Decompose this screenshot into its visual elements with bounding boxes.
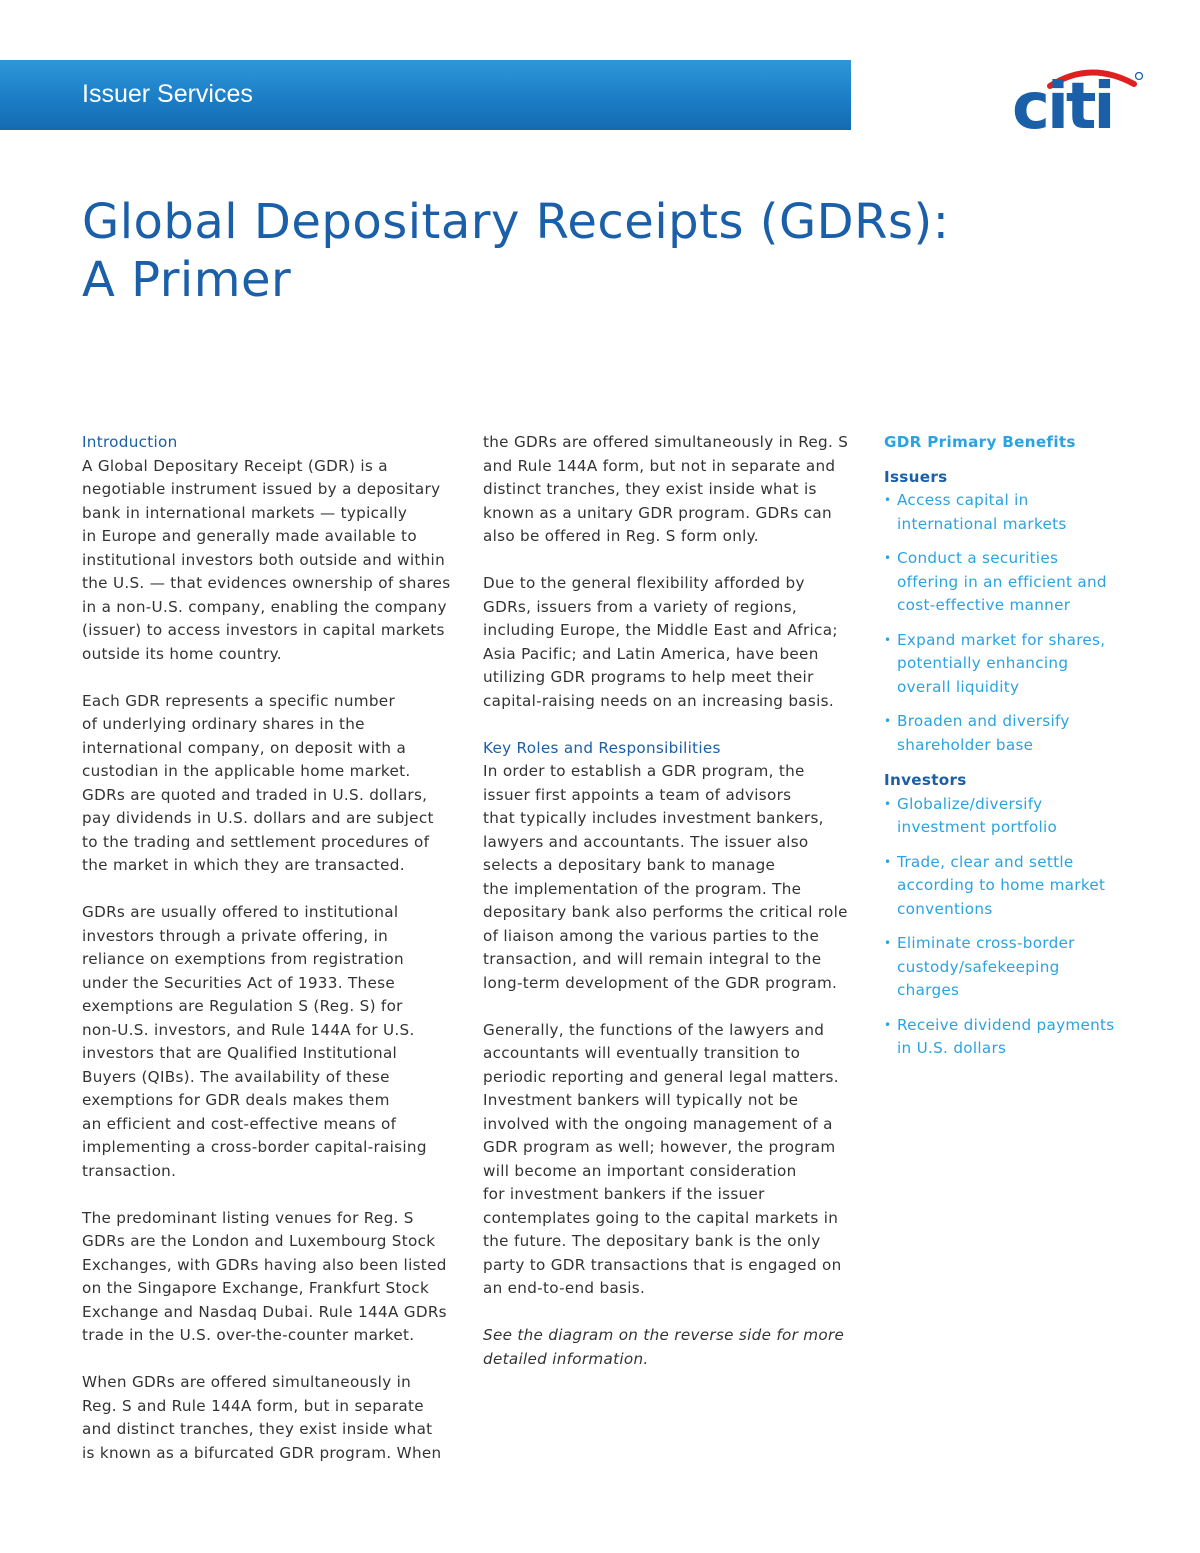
text-line: trade in the U.S. over-the-counter market. bbox=[82, 1326, 415, 1344]
flexibility-paragraph bbox=[483, 572, 858, 713]
benefit-text: custody/safekeeping bbox=[897, 957, 1060, 976]
text-line: custodian in the applicable home market. bbox=[82, 762, 411, 780]
text-line: Each GDR represents a specific number bbox=[82, 691, 395, 710]
text-line: capital-raising needs on an increasing basis. bbox=[483, 691, 834, 710]
text-line: is known as a bifurcated GDR program. When bbox=[82, 1443, 442, 1462]
page-title bbox=[82, 193, 1082, 309]
benefit-text: cost-effective manner bbox=[897, 596, 1071, 614]
text-line: GDR program as well; however, the program bbox=[483, 1138, 836, 1156]
see-diagram-note bbox=[483, 1324, 858, 1371]
column-1 bbox=[82, 431, 457, 1489]
text-line: known as a unitary GDR program. GDRs can bbox=[483, 503, 832, 522]
text-line: periodic reporting and general legal matters. bbox=[483, 1067, 839, 1086]
text-line: the GDRs are offered simultaneously in Reg. S bbox=[483, 433, 849, 451]
key-roles-heading: Key Roles and Responsibilities bbox=[483, 738, 721, 757]
text-line: non-U.S. investors, and Rule 144A for U.S. bbox=[82, 1020, 415, 1039]
unitary-paragraph bbox=[483, 431, 858, 549]
benefit-text: investment portfolio bbox=[897, 818, 1058, 836]
text-line: Generally, the functions of the lawyers and bbox=[483, 1020, 825, 1039]
text-line: the implementation of the program. The bbox=[483, 879, 802, 898]
text-line: for investment bankers if the issuer bbox=[483, 1185, 765, 1203]
text-line: including Europe, the Middle East and Africa; bbox=[483, 621, 838, 639]
benefit-item bbox=[884, 851, 1134, 922]
text-line: depositary bank also performs the critical role bbox=[483, 903, 848, 921]
banner-label: Issuer Services bbox=[82, 80, 253, 108]
text-line: Asia Pacific; and Latin America, have been bbox=[483, 644, 819, 663]
benefit-text: shareholder base bbox=[897, 735, 1034, 754]
benefit-text: • Conduct a securities bbox=[897, 549, 1059, 567]
text-line: under the Securities Act of 1933. These bbox=[82, 973, 395, 992]
column-2 bbox=[483, 431, 858, 1395]
title-line-2: A Primer bbox=[82, 252, 292, 308]
text-line: lawyers and accountants. The issuer also bbox=[483, 832, 809, 851]
text-line: GDRs are the London and Luxembourg Stock bbox=[82, 1232, 436, 1250]
benefit-text: • Trade, clear and settle bbox=[897, 852, 1074, 871]
text-line: selects a depositary bank to manage bbox=[483, 856, 776, 874]
benefit-text: • Broaden and diversify bbox=[897, 712, 1070, 730]
benefits-sidebar bbox=[884, 431, 1134, 1072]
benefit-item bbox=[884, 710, 1134, 757]
benefit-text: according to home market bbox=[897, 876, 1106, 894]
text-line: exemptions are Regulation S (Reg. S) for bbox=[82, 997, 403, 1015]
issuers-list bbox=[884, 489, 1134, 757]
text-line: of underlying ordinary shares in the bbox=[82, 715, 365, 733]
text-line: contemplates going to the capital markets in bbox=[483, 1208, 839, 1227]
text-line: Exchanges, with GDRs having also been listed bbox=[82, 1255, 447, 1274]
text-line: When GDRs are offered simultaneously in bbox=[82, 1373, 412, 1391]
issuers-heading: Issuers bbox=[884, 467, 948, 486]
text-line: an end-to-end basis. bbox=[483, 1279, 646, 1297]
text-line: distinct tranches, they exist inside what is bbox=[483, 480, 817, 498]
introduction-heading: Introduction bbox=[82, 433, 178, 451]
benefit-item bbox=[884, 793, 1134, 840]
text-line: transaction. bbox=[82, 1161, 177, 1180]
text-line: outside its home country. bbox=[82, 644, 282, 663]
benefit-text: offering in an efficient and bbox=[897, 572, 1107, 591]
gdr-represents-paragraph bbox=[82, 690, 457, 878]
benefit-item bbox=[884, 1014, 1134, 1061]
text-line: in Europe and generally made available to bbox=[82, 527, 417, 545]
text-line: accountants will eventually transition to bbox=[483, 1044, 801, 1062]
text-line: and Rule 144A form, but not in separate and bbox=[483, 456, 836, 475]
text-line: investors through a private offering, in bbox=[82, 926, 389, 945]
benefit-text: in U.S. dollars bbox=[897, 1039, 1007, 1057]
text-line: to the trading and settlement procedures of bbox=[82, 832, 430, 851]
offering-paragraph bbox=[82, 901, 457, 1183]
text-line: bank in international markets — typically bbox=[82, 503, 408, 522]
registered-mark-icon bbox=[1136, 73, 1143, 80]
text-line: Reg. S and Rule 144A form, but in separate bbox=[82, 1396, 424, 1415]
text-line: long-term development of the GDR program. bbox=[483, 973, 838, 992]
text-line: Investment bankers will typically not be bbox=[483, 1091, 799, 1109]
text-line: the U.S. — that evidences ownership of shares bbox=[82, 574, 451, 592]
text-line: issuer first appoints a team of advisors bbox=[483, 785, 792, 804]
text-line: institutional investors both outside and within bbox=[82, 550, 446, 569]
text-line: utilizing GDR programs to help meet their bbox=[483, 668, 814, 686]
text-line: pay dividends in U.S. dollars and are subject bbox=[82, 809, 434, 827]
text-line: See the diagram on the reverse side for more bbox=[483, 1326, 845, 1344]
text-line: the market in which they are transacted. bbox=[82, 856, 405, 874]
benefit-text: • Access capital in bbox=[897, 491, 1029, 509]
text-line: detailed information. bbox=[483, 1349, 649, 1368]
investors-heading: Investors bbox=[884, 771, 967, 789]
text-line: international company, on deposit with a bbox=[82, 738, 407, 757]
benefit-text: international markets bbox=[897, 514, 1067, 533]
text-line: Exchange and Nasdaq Dubai. Rule 144A GDRs bbox=[82, 1302, 447, 1321]
text-line: GDRs are usually offered to institutional bbox=[82, 903, 399, 921]
benefits-title: GDR Primary Benefits bbox=[884, 433, 1076, 451]
citi-logo bbox=[1010, 58, 1145, 138]
text-line: that typically includes investment bankers, bbox=[483, 809, 824, 827]
benefit-item bbox=[884, 547, 1134, 618]
text-line: an efficient and cost-effective means of bbox=[82, 1114, 397, 1133]
text-line: involved with the ongoing management of a bbox=[483, 1114, 833, 1133]
benefit-text: • Eliminate cross-border bbox=[897, 934, 1075, 952]
text-line: on the Singapore Exchange, Frankfurt Stock bbox=[82, 1279, 430, 1297]
text-line: investors that are Qualified Institutional bbox=[82, 1044, 398, 1062]
benefit-text: conventions bbox=[897, 899, 993, 918]
investors-list bbox=[884, 793, 1134, 1061]
text-line: transaction, and will remain integral to the bbox=[483, 950, 822, 968]
text-line: the future. The depositary bank is the only bbox=[483, 1232, 821, 1250]
text-line: will become an important consideration bbox=[483, 1161, 797, 1180]
benefit-text: overall liquidity bbox=[897, 677, 1020, 696]
functions-paragraph bbox=[483, 1019, 858, 1301]
benefit-text: charges bbox=[897, 981, 960, 999]
listing-venues-paragraph bbox=[82, 1207, 457, 1348]
bifurcated-paragraph bbox=[82, 1371, 457, 1465]
roles-paragraph bbox=[483, 760, 858, 995]
benefit-item bbox=[884, 629, 1134, 700]
text-line: GDRs are quoted and traded in U.S. dollars, bbox=[82, 785, 428, 804]
text-line: (issuer) to access investors in capital markets bbox=[82, 621, 445, 639]
text-line: In order to establish a GDR program, the bbox=[483, 762, 805, 780]
text-line: reliance on exemptions from registration bbox=[82, 950, 404, 968]
benefit-text: potentially enhancing bbox=[897, 654, 1069, 672]
benefit-text: • Expand market for shares, bbox=[897, 630, 1106, 649]
text-line: Due to the general flexibility afforded by bbox=[483, 574, 805, 592]
text-line: GDRs, issuers from a variety of regions, bbox=[483, 597, 797, 616]
benefit-item bbox=[884, 932, 1134, 1003]
title-line-1: Global Depositary Receipts (GDRs): bbox=[82, 194, 950, 250]
text-line: Buyers (QIBs). The availability of these bbox=[82, 1067, 390, 1086]
text-line: also be offered in Reg. S form only. bbox=[483, 527, 759, 545]
benefit-item bbox=[884, 489, 1134, 536]
text-line: party to GDR transactions that is engaged on bbox=[483, 1255, 842, 1274]
benefit-text: • Globalize/diversify bbox=[897, 794, 1043, 813]
text-line: implementing a cross-border capital-raising bbox=[82, 1138, 427, 1156]
text-line: The predominant listing venues for Reg. S bbox=[82, 1208, 414, 1227]
intro-paragraph bbox=[82, 455, 457, 667]
text-line: in a non-U.S. company, enabling the company bbox=[82, 597, 447, 616]
text-line: A Global Depositary Receipt (GDR) is a bbox=[82, 456, 388, 475]
citi-logo-text: citi bbox=[1012, 70, 1113, 138]
text-line: of liaison among the various parties to the bbox=[483, 926, 820, 945]
text-line: and distinct tranches, they exist inside what bbox=[82, 1420, 433, 1438]
benefit-text: • Receive dividend payments bbox=[897, 1015, 1115, 1034]
text-line: negotiable instrument issued by a depositary bbox=[82, 480, 441, 498]
text-line: exemptions for GDR deals makes them bbox=[82, 1091, 390, 1109]
